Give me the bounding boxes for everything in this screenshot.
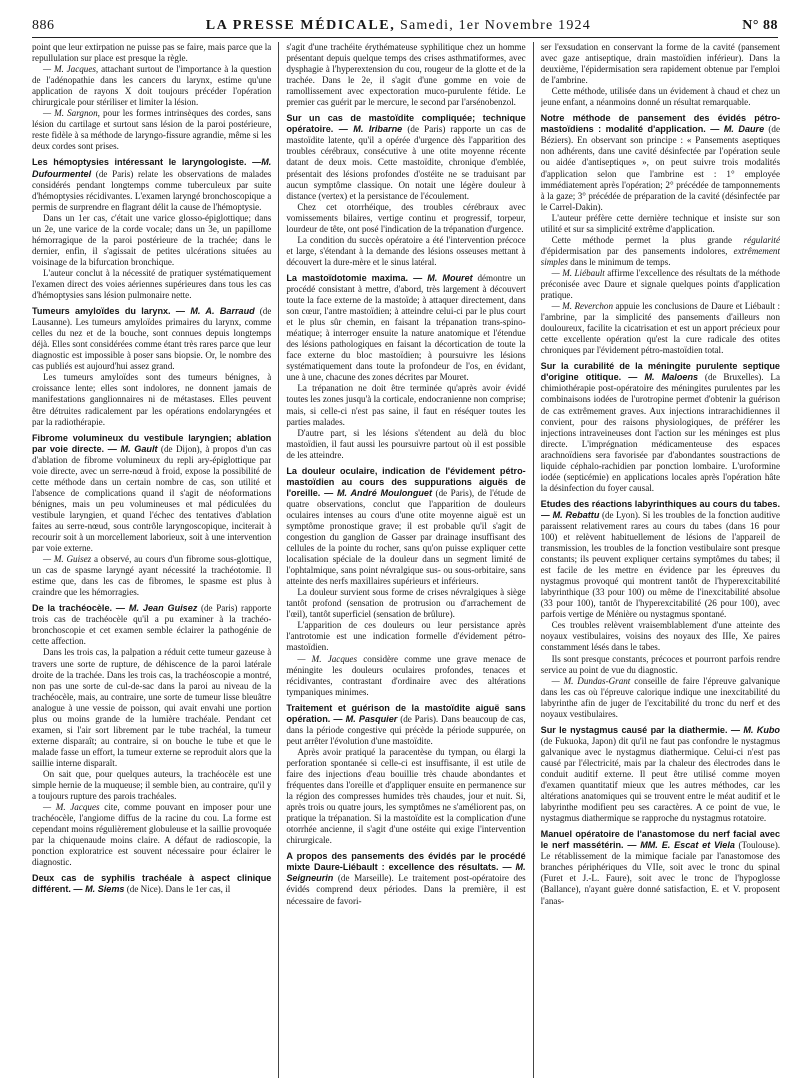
- section-heading: Sur le nystagmus causé par la diathermie. — M. Kubo (de Fukuoka, Japon) dit qu'il ne faut pas confondre le nystagmus galvanique avec le nystagmus diathermique. Celui-ci n'est pas causé par l'électricité, mais par la chaleur des électrodes dans le conduit auditif externe. Il peut être utilisé comme moyen d'examen quantitatif mieux que les autres méthodes, car les altérations anatomiques qui se trouvent entre le méat auditif et le labyrinthe modifient peu ses caractères. A ce point de vue, le nystagmus diathermique se rapproche du nystagmus rotatoire.: [540, 724, 780, 824]
- paragraph: — M. Reverchon appuie les conclusions de Daure et Liébault : l'ambrine, par la simplicité des pansements d'ailleurs non douloureux, facilite la cicatrisation et est un apport précieux pour cette excellente opération qu'est la cure radicale des otites chroniques par l'évidement pétro-mastoïdien total.: [540, 301, 780, 356]
- paragraph: L'auteur conclut à la nécessité de pratiquer systématiquement l'examen direct des voies aériennes supérieures dans tous les cas d'hémoptysies sans lésion pulmonaire nette.: [32, 267, 272, 301]
- paragraph: D'autre part, si les lésions s'étendent au delà du bloc mastoïdien, il faut aussi les poursuivre partout où il est possible de les atteindre.: [286, 427, 526, 460]
- issue-number: N° 88: [742, 18, 778, 33]
- section-heading: La mastoïdotomie maxima. — M. Mouret démontre un procédé consistant à mettre, d'abord, très largement à découvert toute la face externe de la mastoïde; à attaquer directement, dans son cœur, l'antre mastoïdien; à atteindre celui-ci par le plus court et le plus sûr chemin, en faisant la trépanation trans-spino-méatique; à interroger ensuite la nature anatomique et l'étendue des lésions pathologiques en faisant la décortication de toute la face externe du bloc mastoïdien; à poursuivre les lésions systématiquement dans toute la profondeur de l'os, en évidant, une à une, chacune des zones décrites par Mouret.: [286, 272, 526, 383]
- section-heading: Traitement et guérison de la mastoïdite aiguë sans opération. — M. Pasquier (de Paris). Dans beaucoup de cas, dans la période congestive qui précède la période suppurée, on peut arrêter l'évolution d'une mastoïdite.: [286, 702, 526, 746]
- paragraph: — M. Jacques cite, comme pouvant en imposer pour une trachéocèle, l'angiome diffus de la racine du cou. La forme est cependant moins régulièrement globuleuse et la saillie provoquée par la chiquenaude moins claire. A défaut de radioscopie, la ponction exploratrice est souvent nécessaire pour éclairer le diagnostic.: [32, 802, 272, 868]
- section-heading: Tumeurs amyloïdes du larynx. — M. A. Barraud (de Lausanne). Les tumeurs amyloïdes primaires du larynx, comme celles du nez et de la bouche, sont connues depuis longtemps déjà. Elles sont considérées comme étant très rares parce que leur diagnostic est impossible à poser sans biopsie. Or, le nombre des cas publiés est aujourd'hui assez grand.: [32, 306, 272, 372]
- paragraph: — M. Liébault affirme l'excellence des résultats de la méthode préconisée avec Daure et signale quelques points d'application pratique.: [540, 267, 780, 301]
- paragraph: Dans les trois cas, la palpation a réduit cette tumeur gazeuse à travers une sorte de rupture, de déhiscence de la paroi latérale droite de la trachée. Dans les trois cas, la trachéoscopie a montré, non pas une sorte de cul-de-sac dans la paroi au niveau de la trachéocèle, mais, au contraire, une sorte de tumeur lisse bleuâtre analogue à une vessie de poisson, qui avait envahi une portion plus ou moins grande de la lumière trachéale. Pendant cet examen, si l'air sort librement par le tube trachéal, la tumeur externe disparaît; au contraire, si on bouche le tube et que le malade fasse un effort, la tumeur externe se reproduit alors que la saillie interne disparaît.: [32, 647, 272, 768]
- paragraph: Les tumeurs amyloïdes sont des tumeurs bénignes, à croissance lente; elles sont indolores, ne donnent jamais de manifestations ganglionnaires ni de métastases. Elles peuvent être détruites radicalement par les opérations endolaryngées et par la radiothérapie.: [32, 372, 272, 427]
- issue-date: Samedi, 1er Novembre 1924: [400, 18, 591, 33]
- paragraph: Cette méthode, utilisée dans un évidement à chaud et chez un jeune enfant, a néanmoins donné un résultat remarquable.: [540, 86, 780, 108]
- section-heading: Notre méthode de pansement des évidés pétro-mastoïdiens : modalité d'application. — M. Daure (de Béziers). En observant son principe : « Pansements aseptiques non adhérents, dans une cavité désinfectée par l'opération seule ou aidée d'antiseptiques », on peut suivre trois modalités d'application selon que l'ambrine est : 1° employée immédiatement après l'opération; 2° précédée de tamponnements à la gaze; 3° précédée de préparation de la cavité (désinfectée par le Carrel-Dakin).: [540, 113, 780, 212]
- paragraph: L'auteur préfère cette dernière technique et insiste sur son utilité et sur sa simplicité extrême d'application.: [540, 212, 780, 234]
- section-heading: La douleur oculaire, indication de l'évidement pétro-mastoïdien au cours des suppurations aiguës de l'oreille. — M. André Moulonguet (de Paris), de l'étude de quatre observations, conclut que l'apparition de douleurs oculaires intenses au cours d'une otite moyenne aiguë est un symptôme pronostique grave; il est probable qu'il s'agit de congestion du ganglion de Gasser par drainage insuffisant des cellules de la pointe du rocher, sans qu'on puisse expliquer cette localisation spéciale de la douleur dans un segment limité de l'ophtalmique, sans point névralgique sus- ou sous-orbitaire, sans atteinte des nerfs maxillaires supérieurs et inférieurs.: [286, 465, 526, 587]
- column-divider: [278, 42, 279, 1078]
- section-heading: Sur un cas de mastoïdite compliquée; technique opératoire. — M. Iribarne (de Paris) rapporte un cas de mastoïdite latente, qu'il a opérée d'urgence dès l'apparition des troubles cérébraux, consécutive à une otite moyenne récente datant de deux mois. Cette mastoïdite, chronique d'emblée, présentait des lésions profondes d'ostéite ne se traduisant par aucun symptôme classique. On notait une légère douleur à distance (vertex) et la persistance de l'écoulement.: [286, 113, 526, 201]
- paragraph: ser l'exsudation en conservant la forme de la cavité (pansement avec gaze antiseptique, drain mastoïdien inférieur). Dans la deuxième, l'épidermisation sera rapidement obtenue par l'emploi de l'ambrine.: [540, 42, 780, 86]
- section-heading: A propos des pansements des évidés par le procédé mixte Daure-Liébault : excellence des résultats. — M. Seigneurin (de Marseille). Le traitement post-opératoire des évidés comprend deux périodes. Dans la première, il est nécessaire de favori-: [286, 851, 526, 906]
- paragraph: — M. Jacques, attachant surtout de l'importance à la question de l'adénopathie dans les cancers du larynx, estime qu'une application de rayons X doit toujours précéder l'opération chirurgicale pour stériliser et limiter la lésion.: [32, 64, 272, 108]
- section-heading: Etudes des réactions labyrinthiques au cours du tabes. — M. Rebattu (de Lyon). Si les troubles de la fonction auditive paraissent relativement rares au cours du tabes (dans 16 pour 100) et relèvent habituellement de lésions de l'appareil de transmission, les troubles de la fonction vestibulaire sont presque constants; ils peuvent expliquer certains symptômes du tabes; il est facile de les mettre en évidence par les épreuves du nystagmus provoqué qui montrent tantôt de l'hyperexcitabilité labyrinthique (33 pour 100) ou même de l'inexcitabilité absolue (33 pour 100), tantôt de l'hyperexcitabilité (26 pour 100), avec parfois vertige de Ménière ou nystagmus spontané.: [540, 498, 780, 620]
- paragraph: L'apparition de ces douleurs ou leur persistance après l'antrotomie est une indication formelle d'évidement pétro-mastoïdien.: [286, 620, 526, 653]
- section-heading: Sur la curabilité de la méningite purulente septique d'origine otitique. — M. Maloens (de Bruxelles). La chimiothérapie post-opératoire des méningites purulentes par les combinaisons iodées de l'urotropine permet d'obtenir la guérison de cas extrêmement graves. Aux injections intrarachidiennes il convient, pour des raisons physiologiques, de préférer les injections intraveineuses dont l'action sur les méninges est plus directe. L'imprégnation médicamenteuse des espaces arachnoïdiens sera favorisée par d'abondantes soustractions de liquide céphalo-rachidien par ponction lombaire. L'uroformine iodée (septicémie) en applications locales après l'opération hâte la désinfection du foyer causal.: [540, 361, 780, 493]
- paragraph: Ces troubles relèvent vraisemblablement d'une atteinte des noyaux vestibulaires, voisins des noyaux des IIIe, Xe paires constamment lésés dans le tabes.: [540, 620, 780, 653]
- paragraph: — M. Dundas-Grant conseille de faire l'épreuve galvanique dans les cas où l'épreuve calorique indique une inexcitabilité du labyrinthe afin de juger de l'excitabilité du tronc du nerf et des noyaux vestibulaires.: [540, 675, 780, 719]
- section-heading: Fibrome volumineux du vestibule laryngien; ablation par voie directe. — M. Gault (de Dijon), à propos d'un cas d'ablation de fibrome volumineux du repli ary-épiglottique par voie directe, avec un serre-nœud à froid, expose la possibilité de cette méthode dans un certain nombre de cas, son utilité et l'absence de complications quand il s'agit de néoformations bénignes, mais un peu volumineuses et mal pédiculées du vestibule laryngien, et quand l'échec des tentatives d'ablation faites au serre-nœud, sous contrôle laryngoscopique, inciterait à recourir soit à un morcellement laborieux, soit à une intervention par voie externe.: [32, 432, 272, 554]
- paragraph: La douleur survient sous forme de crises névralgiques à siège tantôt profond (sensation de protrusion ou d'arrachement de l'œil), tantôt superficiel (sensation de brûlure).: [286, 587, 526, 620]
- paragraph: — M. Jacques considère comme une grave menace de méningite les douleurs oculaires profondes, tenaces et récidivantes, contrastant d'ordinaire avec des altérations tympaniques minimes.: [286, 653, 526, 697]
- column-3: [541, 42, 780, 1078]
- paragraph: — M. Sargnon, pour les formes intrinsèques des cordes, sans lésion du cartilage et surtout sans lésion de la paroi postérieure, reste fidèle à sa méthode de laryngo-fissure agrandie, même si les deux cordes sont prises.: [32, 108, 272, 152]
- paragraph: La condition du succès opératoire a été l'intervention précoce et large, s'étendant à la demande des lésions osseuses mettant à découvert la dure-mère et le sinus latéral.: [286, 234, 526, 267]
- paragraph: La trépanation ne doit être terminée qu'après avoir évidé toutes les zones jusqu'à la corticale, endocranienne non comprise; mais, si celle-ci n'est pas saine, il faut en réséquer toutes les parties malades.: [286, 383, 526, 427]
- paragraph: Chez cet otorrhéique, des troubles cérébraux avec vomissements bilaires, vertige continu et progressif, torpeur, lourdeur de tête, ont posé l'indication de la trépanation d'urgence.: [286, 201, 526, 234]
- column-1: [32, 42, 271, 1078]
- paragraph: s'agit d'une trachéite érythémateuse syphilitique chez un homme présentant depuis quelque temps des crises asthmatiformes, avec dysphagie à l'hyperextension du cou, rougeur de la glotte et de la trachée. Dans le 2e, il s'agit d'une gomme en voie de ramollissement avec expectoration muco-purulente fétide. Le premier cas guérit par le mercure, le second par l'arsénobenzol.: [286, 42, 526, 108]
- paragraph: Dans un 1er cas, c'était une varice glosso-épiglottique; dans un 2e, une varice de la corde vocale; dans un 3e, un papillome hémorragique de la paroi postérieure de la trachée; dans le dernier, enfin, il s'agissait de petites ulcérations situées au voisinage de la bifurcation bronchique.: [32, 212, 272, 267]
- paragraph: — M. Guisez a observé, au cours d'un fibrome sous-glottique, un cas de spasme laryngé ayant nécessité la trachéotomie. Il estime que, dans les cas de fibromes, le spasme est plus à craindre que les hémorragies.: [32, 554, 272, 598]
- page-number: 886: [32, 18, 55, 33]
- paragraph: Après avoir pratiqué la paracentèse du tympan, ou élargi la perforation spontanée si celle-ci est insuffisante, il est utile de faire des injections d'eau bouillie très chaude abondantes et fréquentes dans l'oreille et d'appliquer ensuite en permanence sur la région des compresses humides très chaudes, jour et nuit. Si, après trois ou quatre jours, les symptômes ne s'améliorent pas, on pratique la trépanation. Si la mastoïdite est la complication d'une otorrhée ancienne, il s'agit d'une ostéite qui exige l'intervention chirurgicale.: [286, 746, 526, 846]
- journal-title: LA PRESSE MÉDICALE,: [205, 18, 396, 33]
- section-heading: Les hémoptysies intéressant le laryngologiste. —M. Dufourmentel (de Paris) relate les observations de malades considérés pendant longtemps comme tuberculeux par suite d'hémoptysies récidivantes. L'examen laryngé bronchoscopique a permis de surprendre en flagrant délit la cause de l'hémoptysie.: [32, 157, 272, 212]
- column-2: [286, 42, 525, 1078]
- paragraph: On sait que, pour quelques auteurs, la trachéocèle est une simple hernie de la muqueuse; il semble bien, au contraire, qu'il y a toujours rupture des parois trachéales.: [32, 769, 272, 802]
- paragraph: Cette méthode permet la plus grande régularité d'épidermisation par des pansements indolores, extrêmement simples dans le minimum de temps.: [540, 234, 780, 267]
- paragraph: point que leur extirpation ne puisse pas se faire, mais parce que la repullulation sur place est presque la règle.: [32, 42, 272, 64]
- section-heading: Deux cas de syphilis trachéale à aspect clinique différent. — M. Siems (de Nice). Dans le 1er cas, il: [32, 873, 272, 895]
- page-header: [32, 10, 778, 38]
- section-heading: De la trachéocèle. — M. Jean Guisez (de Paris) rapporte trois cas de trachéocèle qu'il a pu examiner à la trachéo-bronchoscopie et cet examen semble éclairer la pathogénie de cette affection.: [32, 603, 272, 647]
- paragraph: Ils sont presque constants, précoces et pourront parfois rendre service au point de vue du diagnostic.: [540, 653, 780, 675]
- article-columns: [32, 42, 780, 1078]
- column-divider: [533, 42, 534, 1078]
- section-heading: Manuel opératoire de l'anastomose du nerf facial avec le nerf massétérin. — MM. E. Escat et Viela (Toulouse). Le rétablissement de la mimique faciale par l'anastomose des branches périphériques du VIIe, soit avec le tronc du spinal (Furet et J.-L. Faure), soit avec le tronc de l'hypoglosse (Ballance), n'ayant guère donné satisfaction, E. et V. proposent l'anas-: [540, 829, 780, 906]
- journal-masthead: [206, 18, 591, 34]
